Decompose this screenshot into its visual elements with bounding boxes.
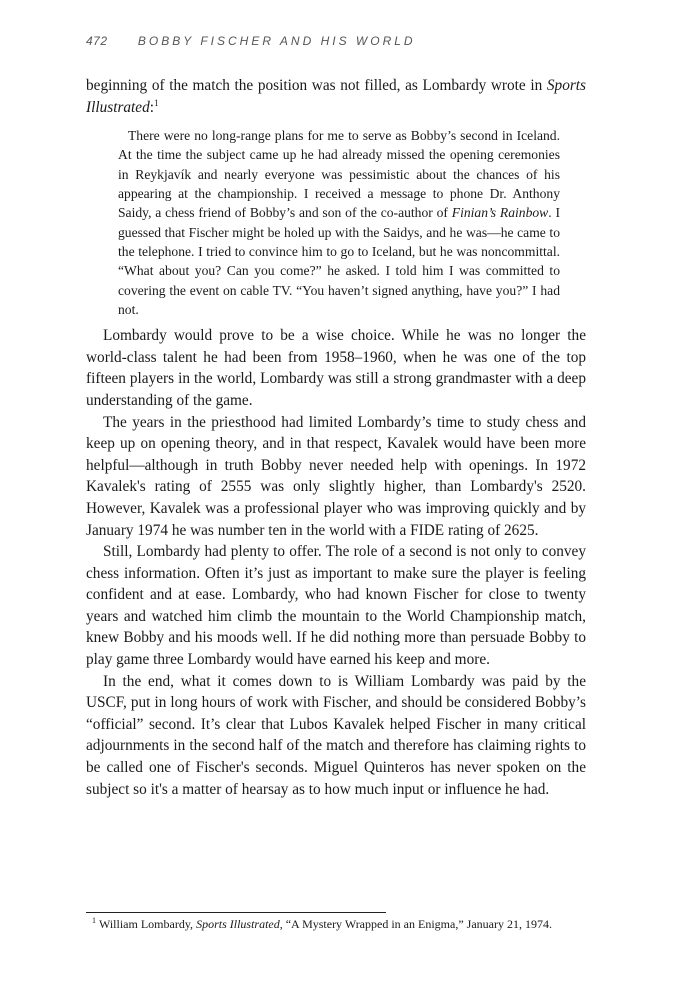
footnote-citation: , “A Mystery Wrapped in an Enigma,” January 21, 1974. — [279, 917, 552, 931]
footnote — [92, 916, 552, 932]
paragraph-wise-choice: Lombardy would prove to be a wise choice. While he was no longer the world-class talent he had been from 1958–1960, when he was one of the top fifteen players in the world, Lombardy was still a strong grandmaster with a deep understanding of the game. — [86, 327, 586, 409]
paragraph-plenty-to-offer: Still, Lombardy had plenty to offer. The role of a second is not only to convey chess information. Often it’s just as important to make sure the player is feeling confident and at ease. Lombardy, who had known Fischer for close to twenty years and watched him climb the mountain to the World Championship match, knew Bobby and his moods well. If he did nothing more than persuade Bobby to play game three Lombardy would have earned his keep and more. — [86, 543, 586, 669]
footnote-ref[interactable]: 1 — [154, 97, 159, 108]
footnote-author: William Lombardy, — [99, 917, 197, 931]
quote-title: Finian’s Rainbow — [451, 205, 549, 221]
quote-paragraph — [118, 126, 560, 319]
running-head — [86, 34, 416, 48]
footnote-number: 1 — [92, 916, 96, 925]
intro-publication: Sports Illustrated — [86, 77, 586, 116]
footnote-divider — [86, 912, 386, 913]
quote-text-part1: There were no long-range plans for me to serve as Bobby’s second in Iceland. At the time the subject came up he had already missed the opening ceremonies in Reykjavík and nearly everyone was pessimistic about the chances of his appearing at the championship. I received a message to phone Dr. Anthony Saidy, a chess friend of Bobby’s and son of the co-author of — [118, 128, 560, 221]
intro-paragraph — [86, 75, 586, 118]
page-number: 472 — [86, 34, 108, 48]
body-text — [86, 75, 586, 800]
quote-text-part2: . I guessed that Fischer might be holed up with the Saidys, and he was—he came to the telephone. I tried to convince him to go to Iceland, but he was noncommittal. “What about you? Can you come?” he asked. I told him I was committed to covering the event on cable TV. “You haven’t signed anything, have you?” I had not. — [118, 205, 560, 317]
paragraph-priesthood: The years in the priesthood had limited Lombardy’s time to study chess and keep up on opening theory, and in that respect, Kavalek would have been more helpful—although in truth Bobby never needed help with openings. In 1972 Kavalek's rating of 2555 was only slightly higher, than Lombardy's 2520. However, Kavalek was a professional player who was improving quickly and by January 1974 he was number ten in the world with a FIDE rating of 2625. — [86, 413, 586, 539]
intro-text: beginning of the match the position was not filled, as Lombardy wrote in — [86, 77, 547, 94]
block-quote — [118, 126, 560, 319]
intro-colon: : — [149, 98, 154, 116]
paragraph-in-the-end: In the end, what it comes down to is William Lombardy was paid by the USCF, put in long hours of work with Fischer, and should be considered Bobby’s “official” second. It’s clear that Lubos Kavalek helped Fischer in many critical adjournments in the second half of the match and therefore has claiming rights to be called one of Fischer's seconds. Miguel Quinteros has never spoken on the subject so it's a matter of hearsay as to how much input or influence he had. — [86, 672, 586, 798]
running-title: BOBBY FISCHER AND HIS WORLD — [137, 34, 416, 48]
footnote-publication: Sports Illustrated — [196, 917, 280, 931]
